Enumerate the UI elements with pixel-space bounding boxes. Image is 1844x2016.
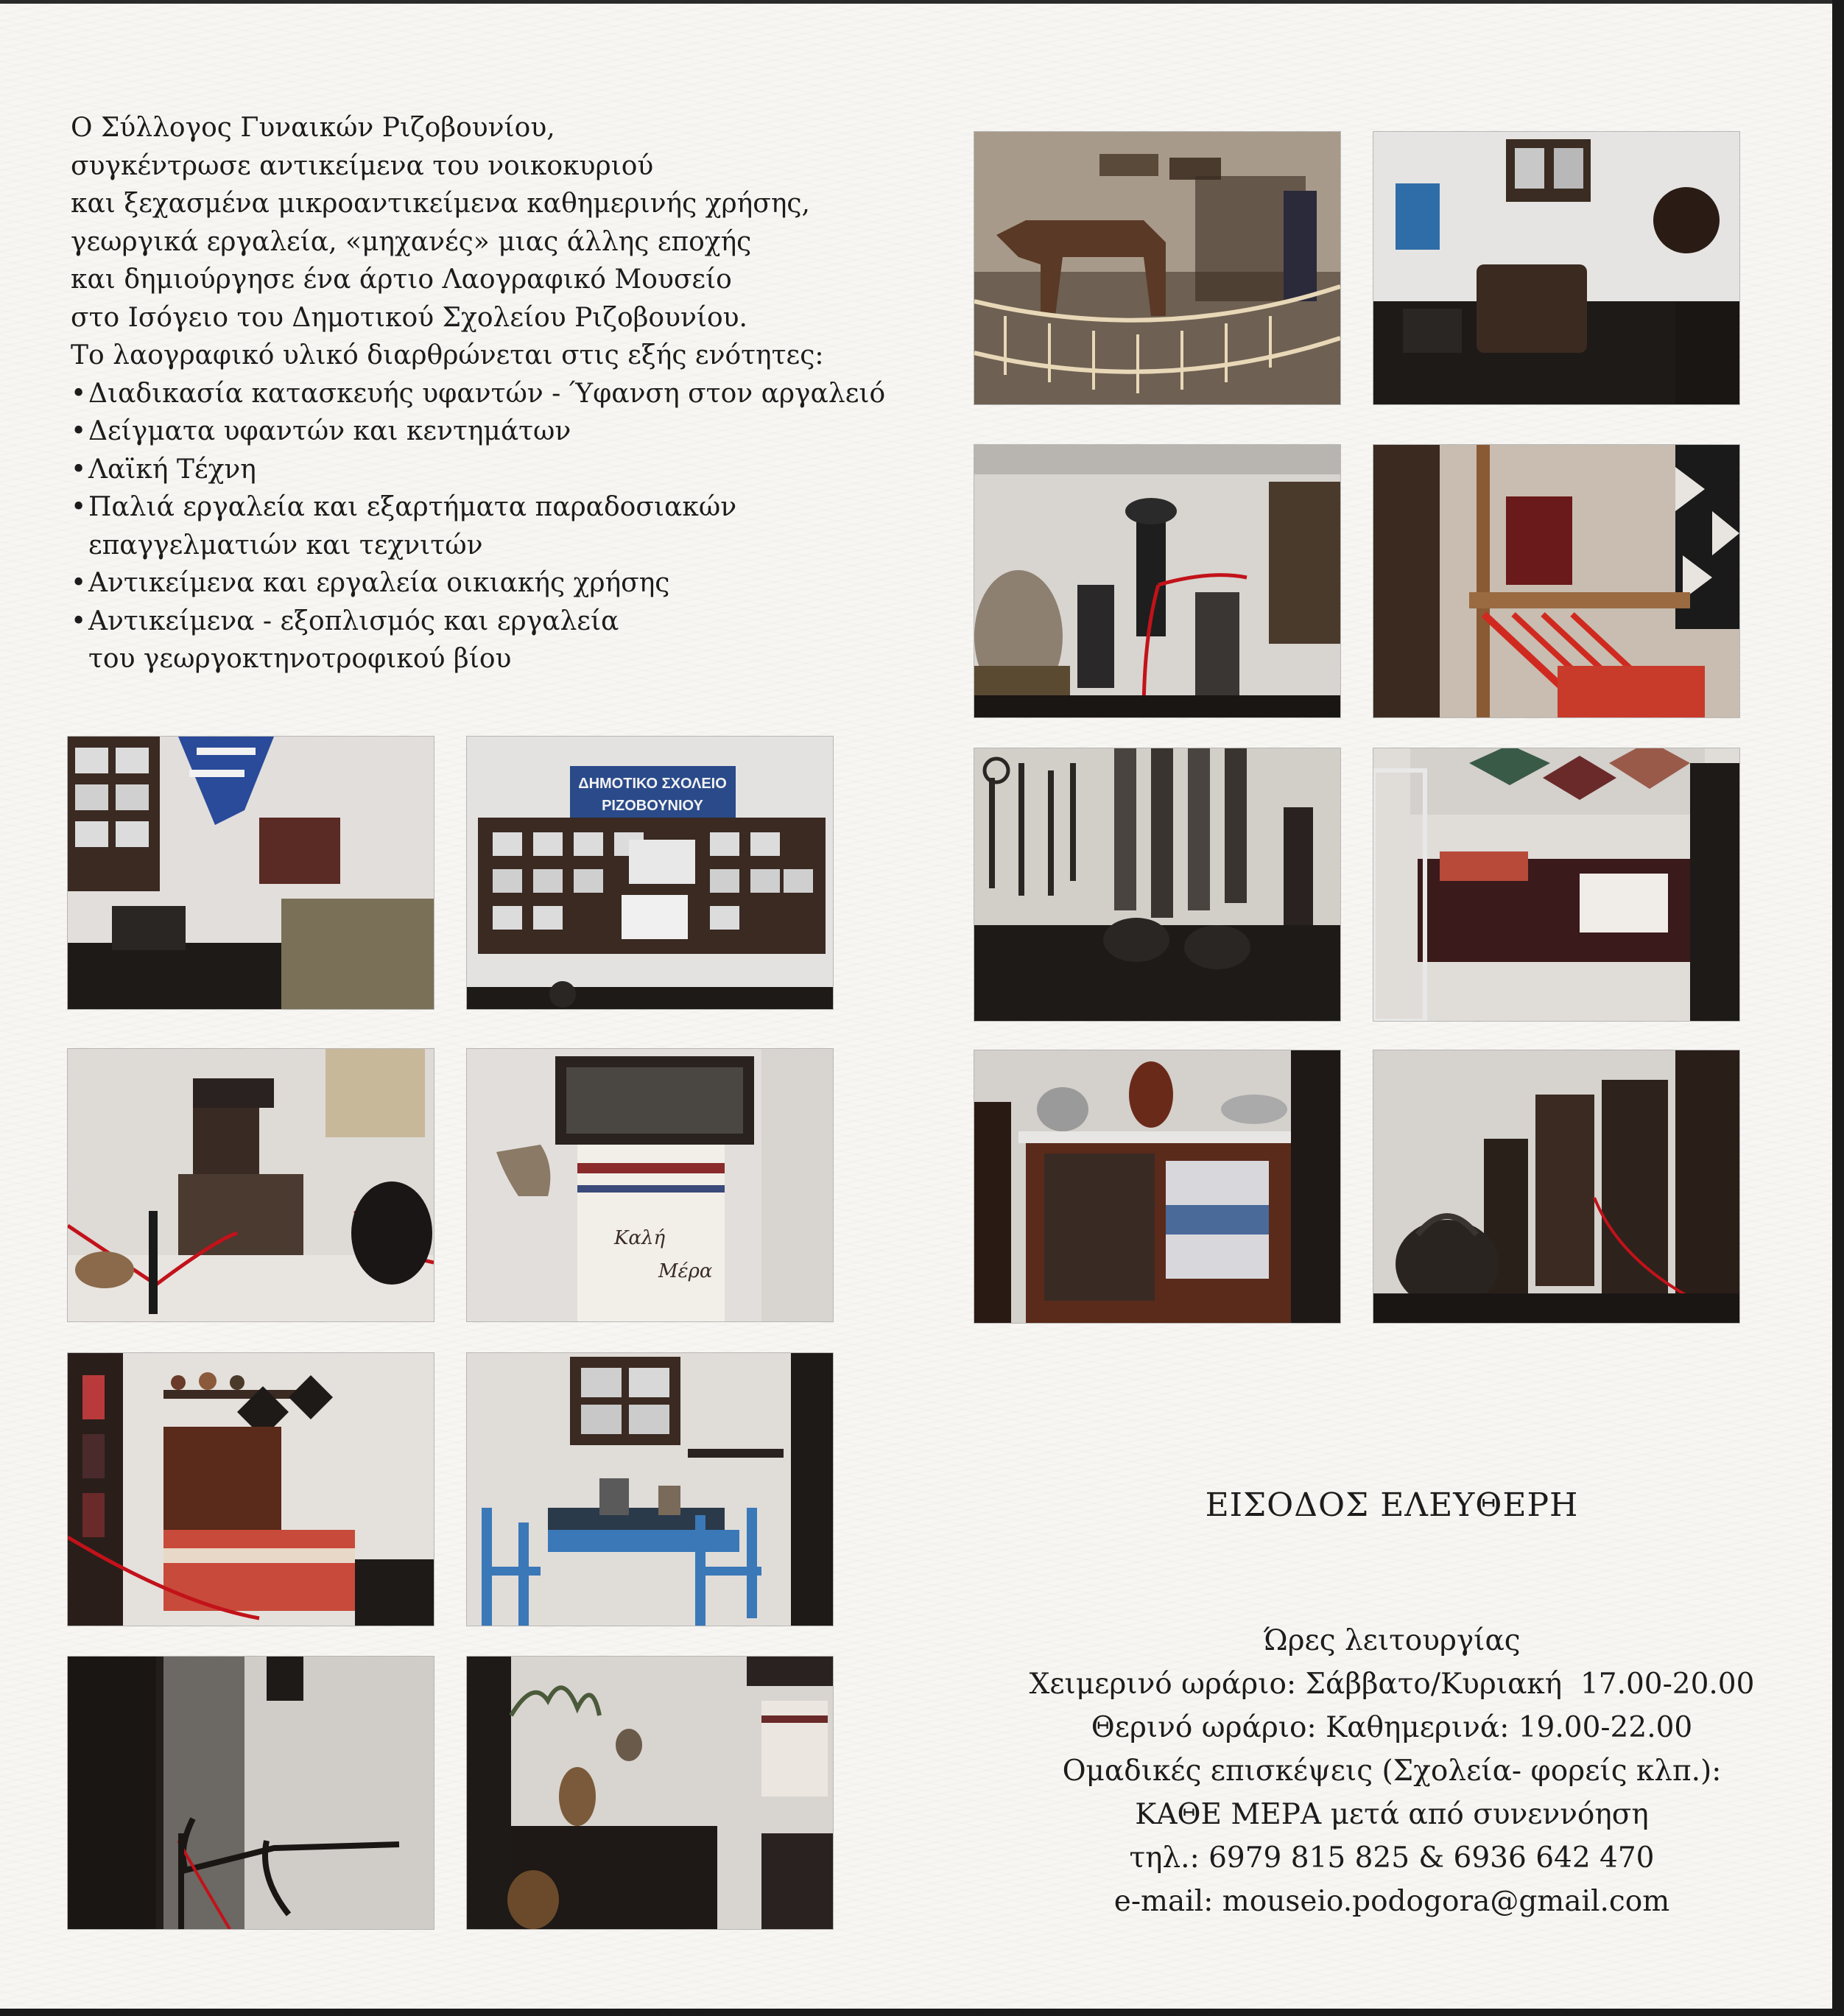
intro-line: και δημιούργησε ένα άρτιο Λαογραφικό Μουσείο <box>71 264 732 295</box>
section-item: • Αντικείμενα και εργαλεία οικιακής χρήσης <box>71 564 851 603</box>
photo-bed-textiles <box>1373 748 1739 1021</box>
intro-line: συγκέντρωσε αντικείμενα του νοικοκυριού <box>71 150 654 181</box>
photo-embroidery <box>467 1049 833 1321</box>
section-item: • Παλιά εργαλεία και εξαρτήματα παραδοσιακών επαγγελματιών και τεχνιτών <box>71 488 851 564</box>
photo-bedroom <box>68 1353 434 1626</box>
photo-blue-chairs <box>467 1353 833 1626</box>
photo-jars-tools <box>974 445 1340 717</box>
intro-line: Ο Σύλλογος Γυναικών Ριζοβουνίου, <box>71 113 555 143</box>
photo-horse-plough <box>974 132 1340 404</box>
sections-list <box>71 375 886 678</box>
intro-line: στο Ισόγειο του Δημοτικού Σχολείου Ριζοβουνίου. <box>71 302 747 333</box>
summer-hours: Θερινό ωράριο: Καθημερινά: 19.00-22.00 <box>1091 1711 1693 1744</box>
photo-cupboard <box>974 1050 1340 1323</box>
hours-title: Ώρες λειτουργίας <box>1263 1624 1521 1657</box>
winter-hours: Χειμερινό ωράριο: Σάββατο/Κυριακή 17.00-20.00 <box>1029 1668 1755 1701</box>
school-sign-line-2: ΡΙΖΟΒΟΥΝΙΟΥ <box>602 798 703 814</box>
photo-hanging-tools <box>974 748 1340 1021</box>
section-item: • Αντικείμενα - εξοπλισμός και εργαλεία του γεωργοκτηνοτροφικού βίου <box>71 603 851 678</box>
photo-loom <box>1373 445 1739 717</box>
embroidery-line-1: Καλή <box>614 1227 666 1249</box>
photo-desk-flag <box>68 737 434 1009</box>
group-visits: Ομαδικές επισκέψεις (Σχολεία- φορείς κλπ.): <box>1062 1755 1722 1788</box>
section-item: • Διαδικασία κατασκευής υφαντών - Ύφανση στον αργαλειό <box>71 375 851 413</box>
embroidery-line-2: Μέρα <box>658 1260 713 1282</box>
daily-arrangement: ΚΑΘΕ ΜΕΡΑ μετά από συνεννόηση <box>1135 1798 1649 1831</box>
intro-text <box>71 109 886 678</box>
section-item: • Λαϊκή Τέχνη <box>71 451 851 489</box>
section-item: • Δείγματα υφαντών και κεντημάτων <box>71 412 851 451</box>
photo-sewing-machine <box>68 1049 434 1321</box>
school-sign-line-1: ΔΗΜΟΤΙΚΟ ΣΧΟΛΕΙΟ <box>578 776 727 792</box>
photo-plough-tool <box>68 1657 434 1929</box>
photo-kitchen-items <box>1373 132 1739 404</box>
scan-edge-top <box>0 0 1844 4</box>
intro-line: και ξεχασμένα μικροαντικείμενα καθημερινής χρήσης, <box>71 189 810 219</box>
email-address[interactable]: e-mail: mouseio.podogora@gmail.com <box>1113 1885 1670 1918</box>
phone-numbers: τηλ.: 6979 815 825 & 6936 642 470 <box>1129 1841 1655 1875</box>
intro-line: Το λαογραφικό υλικό διαρθρώνεται στις εξής ενότητες: <box>71 340 824 370</box>
scan-edge-bottom <box>0 2009 1844 2016</box>
photo-school-sign <box>467 737 833 1009</box>
free-entry: ΕΙΣΟΔΟΣ ΕΛΕΥΘΕΡΗ <box>1205 1486 1579 1524</box>
opening-hours <box>957 1619 1826 1923</box>
photo-barrels-baskets <box>1373 1050 1739 1323</box>
intro-line: γεωργικά εργαλεία, «μηχανές» μιας άλλης εποχής <box>71 226 752 257</box>
scan-edge-right <box>1832 0 1844 2016</box>
photo-table-corner <box>467 1657 833 1929</box>
